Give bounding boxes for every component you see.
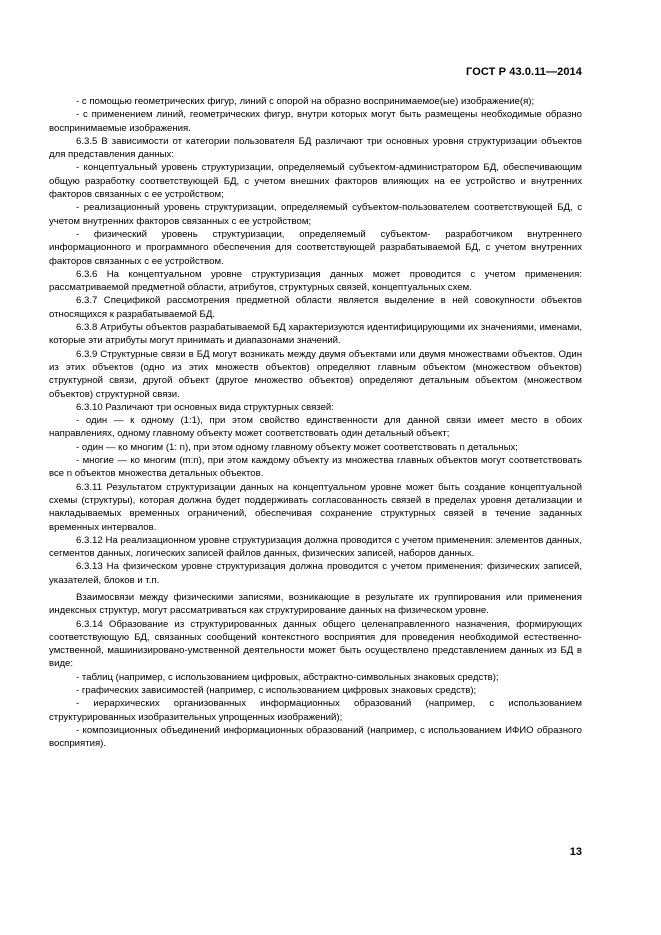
paragraph: 6.3.7 Спецификой рассмотрения предметной области является выделение в ней совокупности объектов относящихся к разрабатываемой БД. — [49, 295, 582, 320]
paragraph: 6.3.13 На физическом уровне структуризация должна проводится с учетом применения: физических записей, указателей, блоков и т.п. — [49, 561, 582, 586]
paragraph: 6.3.11 Результатом структуризации данных на концептуальном уровне может быть создание концептуальной схемы (структуры), которая должна будет поддерживать согласованность связей в пределах уровня детализации и накладываемых временных ограничений, обеспечивая сохранение структурных связей в течение заданных временных интервалов. — [49, 481, 582, 533]
page-number: 13 — [569, 846, 582, 858]
paragraph: - с применением линий, геометрических фигур, внутри которых могут быть размещены необходимые образно воспринимаемые изображения. — [49, 109, 582, 134]
paragraph: - многие — ко многим (m:n), при этом каждому объекту из множества главных объектов могут соответствовать все n объектов множества детальных объектов. — [49, 455, 582, 480]
paragraph: - физический уровень структуризации, определяемый субъектом- разработчиком внутреннего информационного и программного обеспечения для соответствующей разрабатываемой БД, с учетом внутренних факторов связанных с ее устройством. — [49, 228, 582, 267]
paragraph: 6.3.6 На концептуальном уровне структуризация данных может проводится с учетом применения: рассматриваемой предметной области, атрибутов, структурных связей, концептуальных схем. — [49, 268, 582, 294]
paragraph: - иерархических организованных информационных образований (например, с использованием структурированных изобразительных упрощенных изображений); — [49, 698, 582, 723]
paragraph: 6.3.8 Атрибуты объектов разрабатываемой БД характеризуются идентифицирующими их значениями, именами, которые эти атрибуты могут принимать и диапазонами значений. — [49, 322, 582, 347]
standard-header: ГОСТ Р 43.0.11—2014 — [466, 66, 582, 78]
paragraph: Взаимосвязи между физическими записями, возникающие в результате их группирования или применения индексных структур, могут рассматриваться как структурирование данных на физическом уровне. — [49, 591, 582, 617]
paragraph: - концептуальный уровень структуризации, определяемый субъектом-администратором БД, обеспечивающим общую разработку соответствующей БД, с учетом внешних факторов влияющих на ее устройство и внутренних факторов связанных с ее устройством; — [49, 162, 582, 201]
document-body — [49, 95, 582, 751]
paragraph: 6.3.12 На реализационном уровне структуризация должна проводится с учетом применения: элементов данных, сегментов данных, логических записей файлов данных, физических записей, наборов данных. — [49, 534, 582, 560]
paragraph: - реализационный уровень структуризации, определяемый субъектом-пользователем соответствующей БД, с учетом внутренних факторов связанных с ее устройством; — [49, 202, 582, 227]
paragraph: - один — ко многим (1: n), при этом одному главному объекту может соответствовать n детальных; — [76, 441, 518, 453]
paragraph: - один — к одному (1:1), при этом свойство единственности для данной связи имеет место в обоих направлениях, одному главному объекту может соответствовать один детальный объект; — [49, 415, 582, 440]
paragraph: - таблиц (например, с использованием цифровых, абстрактно-символьных знаковых средств); — [76, 671, 499, 683]
paragraph: - с помощью геометрических фигур, линий с опорой на образно воспринимаемое(ые) изображение(я); — [76, 96, 535, 107]
paragraph: 6.3.10 Различают три основных вида структурных связей: — [76, 401, 334, 413]
paragraph: 6.3.9 Структурные связи в БД могут возникать между двумя объектами или двумя множествами объектов. Один из этих объектов (одно из этих множеств объектов) определяют главным объектом (множеством объектов) структурной связи, другой объект (другое множество объектов) определяют детальным объектом (множеством объектов) структурной связи. — [49, 348, 582, 400]
paragraph: 6.3.5 В зависимости от категории пользователя БД различают три основных уровня структуризации объектов для представления данных: — [49, 135, 582, 161]
paragraph: - композиционных объединений информационных образований (например, с использованием ИФИО образного восприятия). — [49, 724, 582, 750]
paragraph: - графических зависимостей (например, с использованием цифровых знаковых средств); — [76, 685, 477, 697]
paragraph: 6.3.14 Образование из структурированных данных общего целенаправленного назначения, формирующих соответствующую БД, связанных сообщений контекстного восприятия для проведения необходимой естественно-умственной, машинизировано-умственной деятельности может быть осуществлено представлением данных из БД в виде: — [49, 618, 582, 670]
